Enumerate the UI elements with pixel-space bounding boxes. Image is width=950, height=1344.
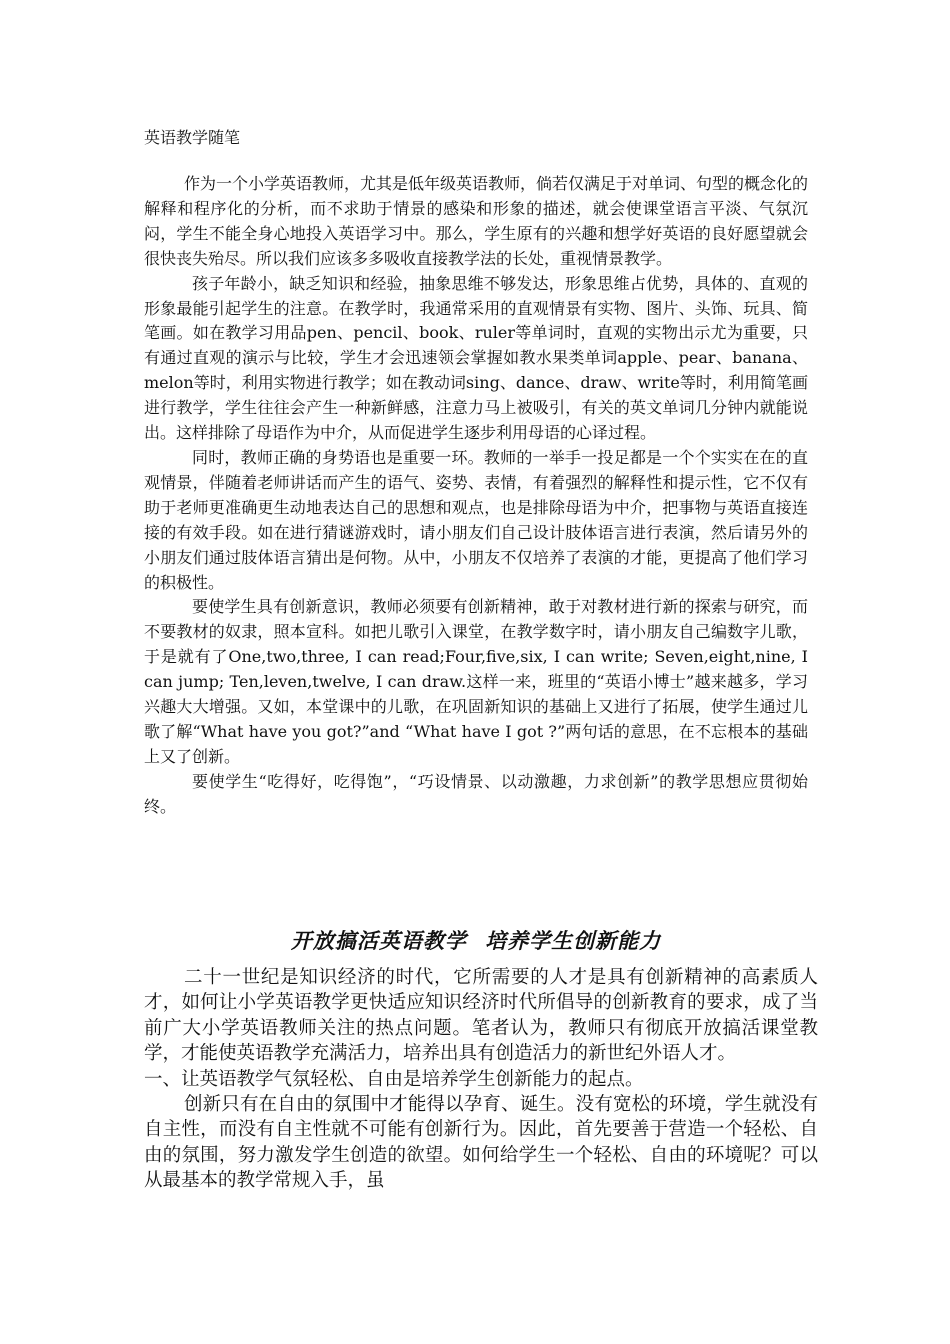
paragraph-1: 作为一个小学英语教师，尤其是低年级英语教师，倘若仅满足于对单词、句型的概念化的解释和程序化的分析，而不求助于情景的感染和形象的描述，就会使课堂语言平淡、气氛沉闷，学生不能全身心地投入英语学习中。那么，学生原有的兴趣和想学好英语的良好愿望就会很快丧失殆尽。所以我们应该多多吸收直接教学法的长处，重视情景教学。 bbox=[144, 174, 809, 268]
paragraph-4: 要使学生具有创新意识，教师必须要有创新精神，敢于对教材进行新的探索与研究，而不要教材的奴隶，照本宣科。如把儿歌引入课堂，在教学数字时，请小朋友自己编数字儿歌，于是就有了One,two,three, I can read;Four,five,six, I can write; Seven,eight,nine, I can jump; Ten,leven,twelve, I can draw.这样一来，班里的“英语小博士”越来越多，学习兴趣大大增强。又如，本堂课中的儿歌，在巩固新知识的基础上又进行了拓展，使学生通过儿歌了解“What have you got?”and “What have I got ?”两句话的意思，在不忘根本的基础上又了创新。 bbox=[144, 597, 808, 766]
section-heading: 一、让英语教学气氛轻松、自由是培养学生创新能力的起点。 bbox=[144, 1068, 644, 1090]
document-title: 英语教学随笔 bbox=[144, 128, 241, 147]
essay-body bbox=[144, 172, 808, 820]
article-intro: 二十一世纪是知识经济的时代，它所需要的人才是具有创新精神的高素质人才，如何让小学英语教学更快适应知识经济时代所倡导的创新教育的要求，成了当前广大小学英语教师关注的热点问题。笔者认为，教师只有彻底开放搞活课堂教学，才能使英语教学充满活力，培养出具有创造活力的新世纪外语人才。 bbox=[144, 967, 818, 1065]
article-heading: 开放搞活英语教学 培养学生创新能力 bbox=[290, 928, 662, 953]
paragraph-5: 要使学生“吃得好，吃得饱”，“巧设情景、以动激趣，力求创新”的教学思想应贯彻始终。 bbox=[144, 771, 808, 816]
section-body: 创新只有在自由的氛围中才能得以孕育、诞生。没有宽松的环境，学生就没有自主性，而没有自主性就不可能有创新行为。因此，首先要善于营造一个轻松、自由的氛围，努力激发学生创造的欲望。如何给学生一个轻松、自由的环境呢？可以从最基本的教学常规入手，虽 bbox=[144, 1094, 818, 1192]
article-body bbox=[144, 965, 818, 1194]
paragraph-3: 同时，教师正确的身势语也是重要一环。教师的一举手一投足都是一个个实实在在的直观情景，伴随着老师讲话而产生的语气、姿势、表情，有着强烈的解释性和提示性，它不仅有助于老师更准确更生动地表达自己的思想和观点，也是排除母语为中介，把事物与英语直接连接的有效手段。如在进行猜谜游戏时，请小朋友们自己设计肢体语言进行表演，然后请另外的小朋友们通过肢体语言猜出是何物。从中，小朋友不仅培养了表演的才能，更提高了他们学习的积极性。 bbox=[144, 447, 808, 592]
paragraph-2: 孩子年龄小，缺乏知识和经验，抽象思维不够发达，形象思维占优势，具体的、直观的形象最能引起学生的注意。在教学时，我通常采用的直观情景有实物、图片、头饰、玩具、简笔画。如在教学习用品pen、pencil、book、ruler等单词时，直观的实物出示尤为重要，只有通过直观的演示与比较，学生才会迅速领会掌握如教水果类单词apple、pear、banana、melon等时，利用实物进行教学；如在教动词sing、dance、draw、write等时，利用简笔画进行教学，学生往往会产生一种新鲜感，注意力马上被吸引，有关的英文单词几分钟内就能说出。这样排除了母语作为中介，从而促进学生逐步利用母语的心译过程。 bbox=[144, 273, 808, 443]
